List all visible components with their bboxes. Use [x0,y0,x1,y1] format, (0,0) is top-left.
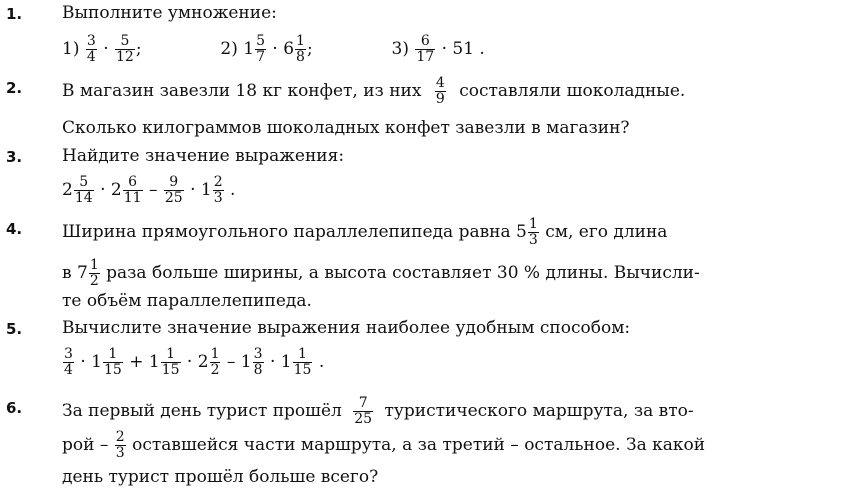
fraction: $\frac{1}{2}$ [89,257,99,289]
fraction: $\frac{1}{15}$ [293,346,312,378]
problem-text: Найдите значение выражения: [62,146,345,166]
problem-number: 5. [6,320,23,338]
problem-text: рой – $\frac{2}{3}$ оставшейся части маршрута, а за третий – остальное. За какой [62,429,706,461]
operator: · [103,39,109,59]
fraction: $\frac{4}{9}$ [435,75,445,107]
problem-text: Сколько килограммов шоколадных конфет завезли в магазин? [62,118,630,138]
operator: · [272,39,278,59]
fraction: $\frac{1}{8}$ [296,33,305,65]
expression-line: 2 $\frac{5}{14}$ · 2 $\frac{6}{11}$ – $\frac{9}{25}$ · 1 $\frac{2}{3}$ . [62,174,236,206]
fraction: $\frac{9}{25}$ [164,174,183,206]
fraction: $\frac{2}{3}$ [115,429,125,461]
problem-number: 4. [6,220,23,238]
problem-number: 1. [6,5,23,23]
fraction: $\frac{3}{4}$ [64,346,73,378]
problem-number: 3. [6,148,23,166]
problem-text: Ширина прямоугольного параллелепипеда равна 5 $\frac{1}{3}$ см, его длина [62,216,668,248]
problem-number: 2. [6,79,23,97]
fraction: $\frac{3}{4}$ [86,33,96,65]
problem-text: Вычислите значение выражения наиболее удобным способом: [62,318,631,338]
problem-text: В магазин завезли 18 кг конфет, из них $\frac{4}{9}$ составляли шоколадные. [62,75,686,107]
fraction: $\frac{6}{11}$ [123,174,142,206]
problem-text: в 7 $\frac{1}{2}$ раза больше ширины, а высота составляет 30 % длины. Вычисли- [62,257,700,289]
item-label: 1) [62,39,80,59]
fraction: $\frac{5}{12}$ [116,33,134,65]
fraction: $\frac{1}{15}$ [161,346,180,378]
expression-line: $\frac{3}{4}$ · 1 $\frac{1}{15}$ + 1 $\frac{1}{15}$ · 2 $\frac{1}{2}$ – 1 $\frac{3}{8}$ · 1 $\frac{1}{15}$ . [64,346,325,378]
problem-text: Выполните умножение: [62,3,277,23]
fraction: $\frac{1}{2}$ [210,346,220,378]
fraction: $\frac{1}{15}$ [103,346,122,378]
fraction: $\frac{3}{8}$ [253,346,263,378]
problem-text: те объём параллелепипеда. [62,291,312,311]
problem-text: день турист прошёл больше всего? [62,467,379,487]
fraction: $\frac{7}{25}$ [354,395,373,427]
fraction: $\frac{5}{14}$ [74,174,93,206]
item-label: 2) [220,39,238,59]
fraction: $\frac{6}{17}$ [416,33,435,65]
problem-text: За первый день турист прошёл $\frac{7}{25}$ туристического маршрута, за вто- [62,395,694,427]
fraction: $\frac{1}{3}$ [528,216,538,248]
fraction: $\frac{2}{3}$ [213,174,223,206]
expression-line: 1) $\frac{3}{4}$ · $\frac{5}{12}$ ; 2) 1 $\frac{5}{7}$ · 6 $\frac{1}{8}$ ; 3) $\frac{6}{17}$ · 51 . [62,33,485,65]
problem-number: 6. [6,399,23,417]
fraction: $\frac{5}{7}$ [256,33,265,65]
item-label: 3) [391,39,409,59]
